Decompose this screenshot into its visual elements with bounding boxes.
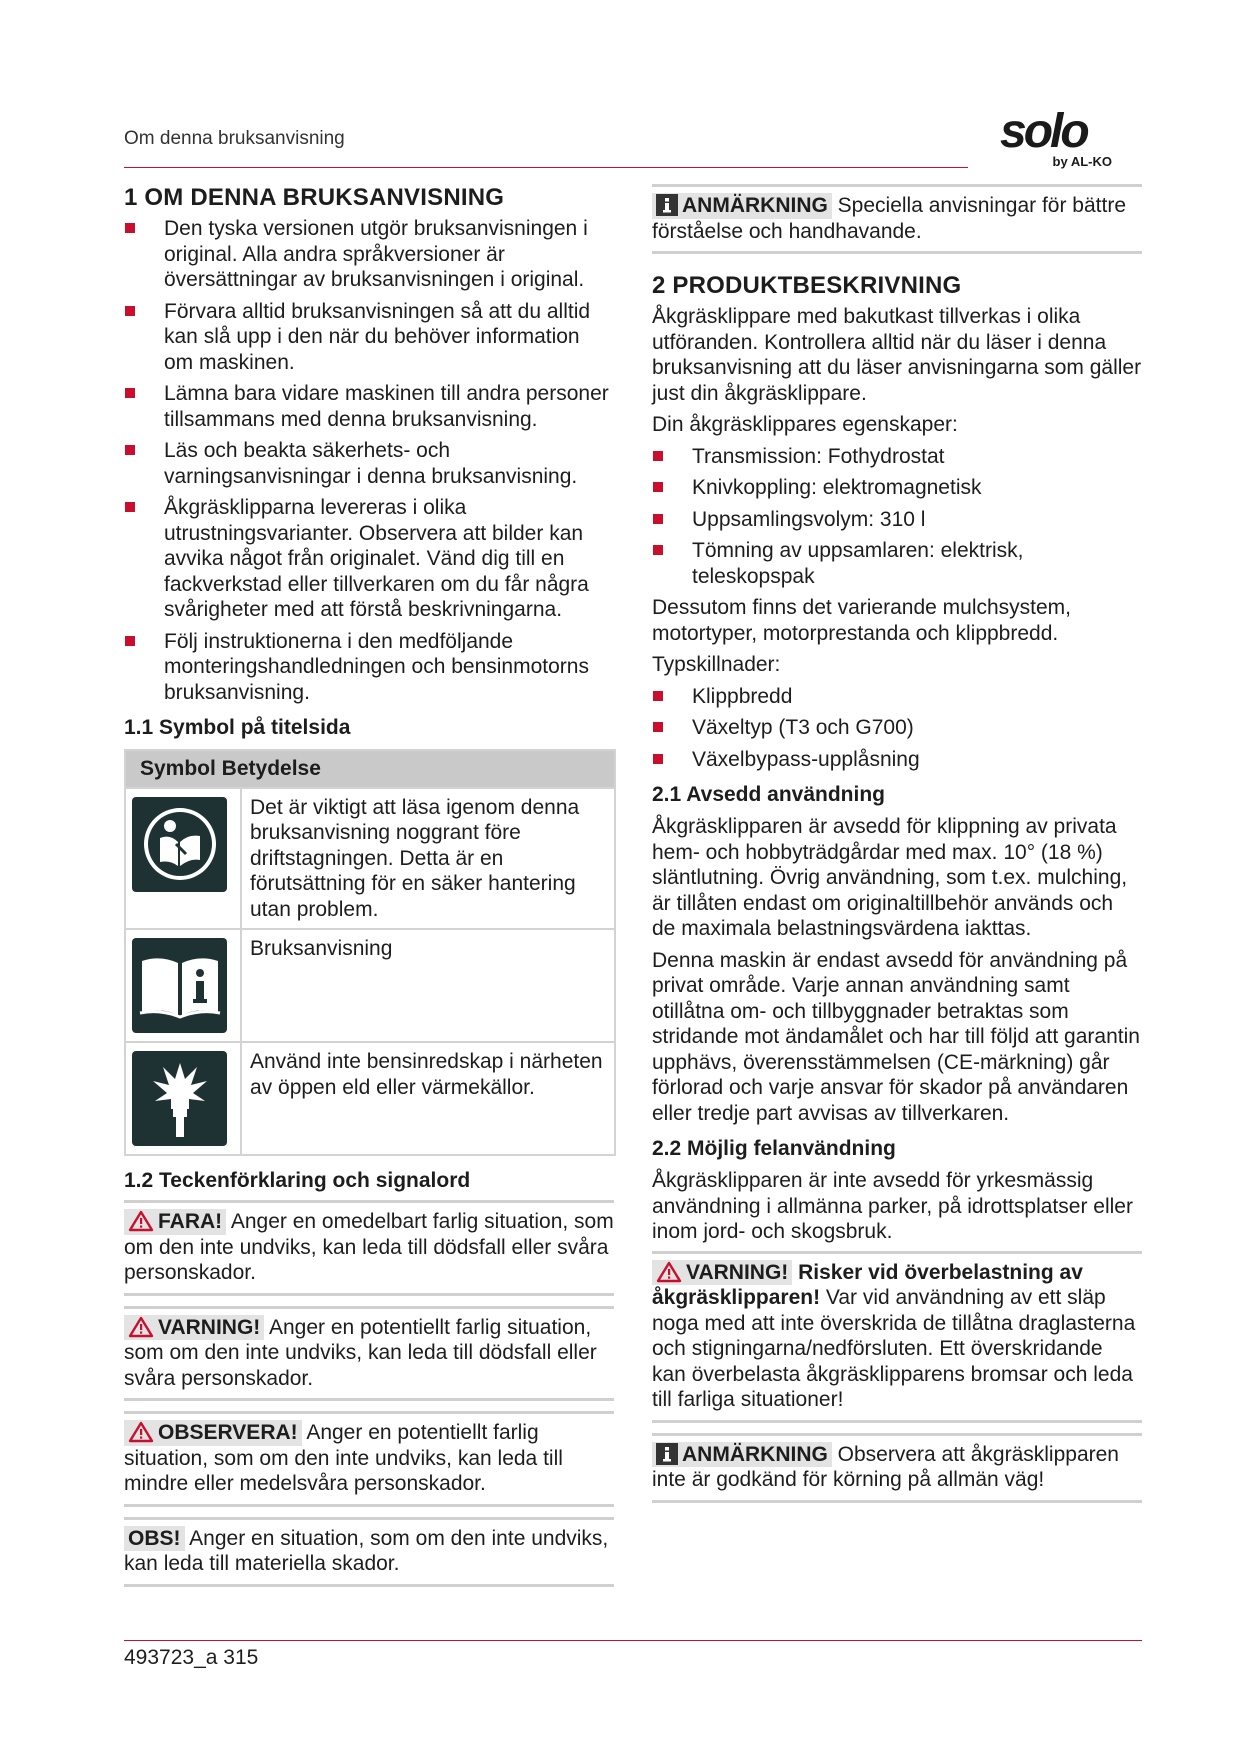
section-1-2-heading: 1.2 Teckenförklaring och signalord bbox=[124, 1169, 471, 1192]
note-notice bbox=[652, 184, 1142, 254]
warning-text: Anger en potentiellt farlig situation, som om den inte undviks, kan leda till dödsfall eller svåra personskador. bbox=[124, 1315, 597, 1390]
brand-logo bbox=[1000, 105, 1120, 170]
manual-info-icon bbox=[132, 938, 227, 1033]
intended-use-p2: Denna maskin är endast avsedd för användning på privat område. Varje annan användning samt otillåtna om- och tillbyggnader betraktas som stridande mot ändamålet och har till följd att garantin upphävs, överensstämmelsen (CE-märkning) går förlorad och varje ansvar för skador på användaren eller tredje part avvisas av tillverkaren. bbox=[652, 948, 1140, 1125]
list-item bbox=[652, 475, 1142, 501]
list-item bbox=[124, 216, 614, 293]
section-2-heading: 2 PRODUKTBESKRIVNING bbox=[652, 272, 962, 299]
bullet-marker bbox=[653, 514, 663, 524]
read-manual-icon bbox=[132, 797, 227, 892]
list-item bbox=[124, 299, 614, 376]
warning-bold-text: Risker vid överbelastning av åkgräsklipparen! bbox=[652, 1260, 1083, 1309]
header-title: Om denna bruksanvisning bbox=[124, 128, 345, 149]
bullet-marker bbox=[125, 306, 135, 316]
obs-label: OBS! bbox=[124, 1526, 185, 1552]
extra-text: Dessutom finns det varierande mulchsystem, motortyper, motorprestanda och klippbredd. bbox=[652, 596, 1072, 645]
types-label: Typskillnader: bbox=[652, 653, 781, 676]
list-item-text: Åkgräsklipparna levereras i olika utrustningsvarianter. Observera att bilder kan avvika något från originalet. Vänd dig till en fackverkstad eller tillverkaren om du får några svårigheter med att förstå beskrivningarna. bbox=[164, 496, 589, 621]
list-item bbox=[652, 715, 1142, 741]
list-item bbox=[124, 629, 614, 706]
warning-triangle-icon bbox=[128, 1316, 154, 1338]
warning-notice bbox=[124, 1306, 614, 1402]
about-bullet-list bbox=[124, 216, 614, 705]
warning-tag bbox=[124, 1315, 264, 1341]
no-fuel-near-fire-icon bbox=[132, 1051, 227, 1146]
list-item-text: Följ instruktionerna i den medföljande monteringshandledningen och bensinmotorns bruksanvisning. bbox=[164, 629, 589, 704]
info-icon bbox=[656, 1443, 678, 1465]
danger-tag bbox=[124, 1209, 226, 1235]
overload-warning-notice bbox=[652, 1251, 1142, 1423]
table-row bbox=[125, 929, 615, 1042]
symbol-table-header: Symbol Betydelse bbox=[125, 750, 615, 788]
list-item-text: Växeltyp (T3 och G700) bbox=[692, 716, 914, 739]
list-item bbox=[652, 747, 1142, 773]
list-item bbox=[124, 495, 614, 623]
bullet-marker bbox=[653, 691, 663, 701]
header-rule bbox=[124, 167, 968, 168]
warning-triangle-icon bbox=[656, 1261, 682, 1283]
intended-use-p1: Åkgräsklipparen är avsedd för klippning av privata hem- och hobbyträdgårdar med max. 10° (18 %) släntlutning. Övrig användning, som t.ex. mulching, är tillåten endast om originaltillbehör används och de maximala belastningsvärdena iakttas. bbox=[652, 815, 1128, 940]
list-item-text: Lämna bara vidare maskinen till andra personer tillsammans med denna bruksanvisning. bbox=[164, 382, 609, 431]
product-intro: Åkgräsklippare med bakutkast tillverkas i olika utföranden. Kontrollera alltid när du läser i denna bruksanvisning att du läser anvisningarna som gäller just din åkgräsklippare. bbox=[652, 305, 1142, 405]
symbol-meaning-cell: Det är viktigt att läsa igenom denna bruksanvisning noggrant före driftstagningen. Detta är en förutsättning för en säker hantering utan problem. bbox=[241, 788, 615, 930]
footer-rule bbox=[124, 1640, 1142, 1641]
bullet-marker bbox=[653, 722, 663, 732]
table-row bbox=[125, 788, 615, 930]
symbol-meaning-cell: Använd inte bensinredskap i närheten av öppen eld eller värmekällor. bbox=[241, 1042, 615, 1155]
list-item-text: Den tyska versionen utgör bruksanvisningen i original. Alla andra språkversioner är översättningar av bruksanvisningen i original. bbox=[164, 217, 588, 291]
symbol-icon-cell bbox=[125, 1042, 241, 1155]
caution-notice bbox=[124, 1411, 614, 1507]
info-icon bbox=[656, 194, 678, 216]
features-label: Din åkgräsklippares egenskaper: bbox=[652, 413, 958, 436]
warning-triangle-icon bbox=[128, 1210, 154, 1232]
symbol-table-header-row bbox=[125, 750, 615, 788]
obs-text: Anger en situation, som om den inte undviks, kan leda till materiella skador. bbox=[124, 1526, 609, 1575]
bullet-marker bbox=[653, 754, 663, 764]
danger-text: Anger en omedelbart farlig situation, som om den inte undviks, kan leda till dödsfall eller svåra personskador. bbox=[124, 1210, 614, 1284]
list-item bbox=[652, 684, 1142, 710]
symbol-icon-cell bbox=[125, 788, 241, 930]
caution-label: OBSERVERA! bbox=[158, 1421, 298, 1444]
symbol-icon-cell bbox=[125, 929, 241, 1042]
section-2-2-heading: 2.2 Möjlig felanvändning bbox=[652, 1137, 896, 1160]
danger-notice bbox=[124, 1200, 614, 1296]
misuse-text: Åkgräsklipparen är inte avsedd för yrkesmässig användning i allmänna parker, på idrottsplatser eller inom jord- och skogsbruk. bbox=[652, 1169, 1133, 1243]
list-item bbox=[652, 538, 1142, 589]
caution-text: Anger en potentiellt farlig situation, som om den inte undviks, kan leda till mindre eller medelsvåra personskador. bbox=[124, 1421, 563, 1495]
list-item-text: Växelbypass-upplåsning bbox=[692, 747, 920, 771]
bullet-marker bbox=[653, 482, 663, 492]
warning-text: Var vid användning av ett släp noga med att inte överskrida de tillåtna draglasterna och stigningarna/nedförsluten. Ett överskridande kan överbelasta åkgräsklipparens bromsar och leda till farliga situationer! bbox=[652, 1286, 1136, 1411]
note-tag bbox=[652, 193, 832, 219]
types-list bbox=[652, 684, 1142, 773]
symbol-table bbox=[124, 749, 616, 1156]
right-column bbox=[652, 184, 1142, 1513]
obs-notice bbox=[124, 1517, 614, 1587]
warning-triangle-icon bbox=[128, 1421, 154, 1443]
table-row bbox=[125, 1042, 615, 1155]
logo-main-text: solo bbox=[1000, 105, 1087, 158]
logo-sub-text: by AL-KO bbox=[1052, 154, 1112, 169]
note-label: ANMÄRKNING bbox=[682, 1442, 828, 1466]
warning-label: VARNING! bbox=[686, 1260, 789, 1284]
note-text: Speciella anvisningar för bättre förståelse och handhavande. bbox=[652, 194, 1126, 243]
list-item bbox=[652, 507, 1142, 533]
bullet-marker bbox=[653, 451, 663, 461]
warning-tag bbox=[652, 1260, 792, 1286]
list-item bbox=[124, 381, 614, 432]
list-item-text: Tömning av uppsamlaren: elektrisk, teleskopspak bbox=[692, 539, 1024, 588]
note-text: Observera att åkgräsklipparen inte är godkänd för körning på allmän väg! bbox=[652, 1442, 1119, 1491]
bullet-marker bbox=[125, 636, 135, 646]
note-label: ANMÄRKNING bbox=[682, 194, 828, 217]
list-item-text: Uppsamlingsvolym: 310 l bbox=[692, 507, 926, 531]
bullet-marker bbox=[125, 223, 135, 233]
section-1-1-heading: 1.1 Symbol på titelsida bbox=[124, 716, 351, 739]
list-item-text: Läs och beakta säkerhets- och varningsanvisningar i denna bruksanvisning. bbox=[164, 439, 578, 488]
bullet-marker bbox=[125, 388, 135, 398]
section-1-heading: 1 OM DENNA BRUKSANVISNING bbox=[124, 184, 505, 211]
note-tag bbox=[652, 1442, 832, 1468]
left-column bbox=[124, 184, 614, 1597]
road-note-notice bbox=[652, 1433, 1142, 1503]
bullet-marker bbox=[125, 445, 135, 455]
bullet-marker bbox=[653, 545, 663, 555]
warning-label: VARNING! bbox=[158, 1315, 261, 1339]
danger-label: FARA! bbox=[158, 1210, 223, 1233]
caution-tag bbox=[124, 1420, 302, 1446]
list-item bbox=[124, 438, 614, 489]
list-item-text: Klippbredd bbox=[692, 684, 793, 708]
footer-doc-number: 493723_a 315 bbox=[124, 1646, 259, 1669]
list-item-text: Knivkoppling: elektromagnetisk bbox=[692, 476, 982, 499]
features-list bbox=[652, 444, 1142, 590]
bullet-marker bbox=[125, 502, 135, 512]
list-item-text: Transmission: Fothydrostat bbox=[692, 444, 945, 468]
symbol-meaning-cell: Bruksanvisning bbox=[241, 929, 615, 1042]
list-item-text: Förvara alltid bruksanvisningen så att du alltid kan slå upp i den när du behöver information om maskinen. bbox=[164, 299, 591, 374]
list-item bbox=[652, 444, 1142, 470]
section-2-1-heading: 2.1 Avsedd användning bbox=[652, 783, 885, 806]
